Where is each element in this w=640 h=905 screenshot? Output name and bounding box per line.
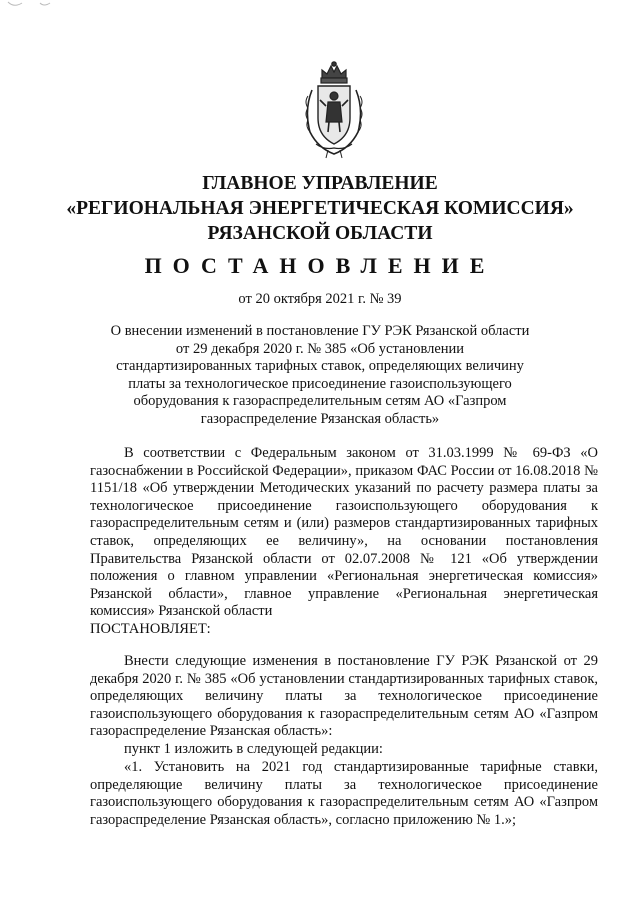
document-subject: О внесении изменений в постановление ГУ РЭК Рязанской области от 29 декабря 2020 г. № 385 «Об установлении стандартизированных тарифных ставок, определяющих величину платы за технологическое присоединение газоиспользующего оборудования к газораспределительным сетям АО «Газпром газораспределение Рязанская область» — [110, 323, 530, 427]
amendment-paragraph: Внести следующие изменения в постановление ГУ РЭК Рязанской от 29 декабря 2020 г. № 385 «Об установлении стандартизированных тарифных ставок, определяющих величину платы за технологическое присоединение газоиспользующего оборудования к газораспределительным сетям АО «Газпром газораспределение Рязанская область»: — [90, 653, 598, 740]
document-title: ПОСТАНОВЛЕНИЕ — [144, 253, 496, 278]
preamble-text: В соответствии с Федеральным законом от 31.03.1999 № 69-ФЗ «О газоснабжении в Российской Федерации», приказом ФАС России от 16.08.2018 № 1151/18 «Об утверждении Методических указаний по расчету размера платы за технологическое присоединение газоиспользующего оборудования к газораспределительным сетям и (или) размеров стандартизированных тарифных ставок, определяющих ее величину», на основании постановления Правительства Рязанской области от 02.07.2008 № 121 «Об утверждении положения о главном управлении «Региональная энергетическая комиссия» Рязанской области», главное управление «Региональная энергетическая комиссия» Рязанской области — [90, 445, 598, 620]
preamble-paragraph — [90, 445, 598, 639]
header-line-3: РЯЗАНСКОЙ ОБЛАСТИ — [207, 223, 433, 244]
scan-artifact — [0, 0, 60, 12]
coat-of-arms-icon — [298, 60, 370, 160]
header-line-1: ГЛАВНОЕ УПРАВЛЕНИЕ — [202, 173, 438, 194]
clause-text-paragraph: «1. Установить на 2021 год стандартизированные тарифные ставки, определяющие величину платы за технологическое присоединение газоиспользующего оборудования к газораспределительным сетям АО «Газпром газораспределение Рязанская область», согласно приложению № 1.»; — [90, 759, 598, 828]
date-number-line: от 20 октября 2021 г. № 39 — [238, 291, 402, 307]
resolves-line: ПОСТАНОВЛЯЕТ: — [90, 620, 211, 637]
clause-intro-paragraph: пункт 1 изложить в следующей редакции: — [124, 741, 383, 757]
header-line-2: «РЕГИОНАЛЬНАЯ ЭНЕРГЕТИЧЕСКАЯ КОМИССИЯ» — [66, 198, 574, 219]
